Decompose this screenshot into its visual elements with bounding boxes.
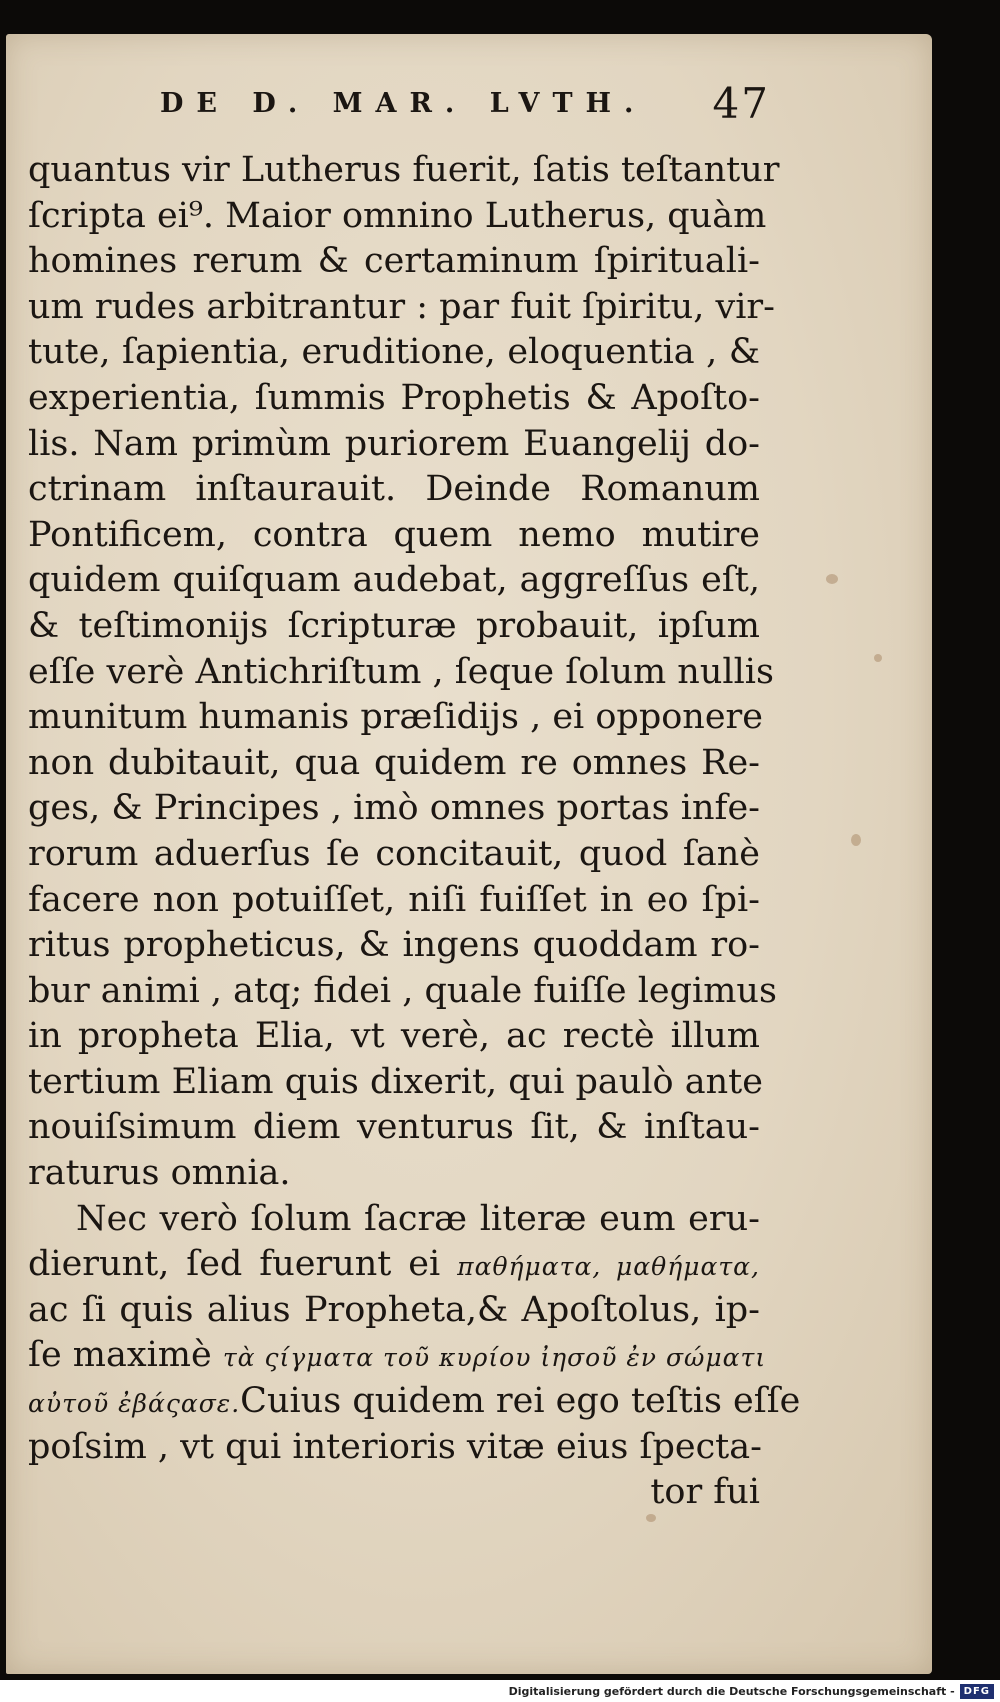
text-line: eſſe verè Antichriſtum , ſeque ſolum nullis: [28, 651, 774, 692]
text-line: homines rerum & certaminum ſpirituali-: [28, 241, 760, 282]
text-line: facere non potuiſſet, niſi fuiſſet in eo ſpi-: [28, 879, 760, 920]
text-line: non dubitauit, qua quidem re omnes Re-: [28, 742, 760, 783]
text-line: quidem quiſquam audebat, aggreſſus eſt,: [28, 560, 760, 601]
text-line: ctrinam inſtaurauit. Deinde Romanum: [28, 469, 760, 510]
text-line: ritus propheticus, & ingens quoddam ro-: [28, 925, 760, 966]
text-line: ges, & Principes , imò omnes portas infe-: [28, 788, 760, 829]
text-line: tute, ſapientia, eruditione, eloquentia , &: [28, 332, 760, 373]
funding-notice: Digitalisierung gefördert durch die Deutsche Forschungsgemeinschaft -: [508, 1684, 955, 1698]
paragraph-2-line: poſsim , vt qui interioris vitæ eius ſpecta-: [28, 1426, 762, 1467]
text-line: in propheta Elia, vt verè, ac rectè illum: [28, 1016, 760, 1057]
text-line: um rudes arbitrantur : par fuit ſpiritu, vir-: [28, 286, 775, 327]
catchword: tor fui: [650, 1472, 760, 1513]
page-number: 47: [712, 78, 770, 128]
text-line: tertium Eliam quis dixerit, qui paulò ante: [28, 1061, 763, 1102]
text-line: nouiſsimum diem venturus ſit, & inſtau-: [28, 1107, 760, 1148]
text-line: Pontificem, contra quem nemo mutire: [28, 514, 760, 555]
text-line: experientia, ſummis Prophetis & Apoſto-: [28, 377, 760, 418]
text-line: ſcripta ei⁹. Maior omnino Lutherus, quàm: [28, 195, 767, 236]
paragraph-2-line: [28, 1379, 801, 1425]
page-header: [160, 68, 770, 138]
text-line: quantus vir Lutherus fuerit, ſatis teſtantur: [28, 150, 780, 190]
dfg-logo: DFG: [960, 1684, 994, 1699]
text-line: bur animi , atq; fidei , quale fuiſſe legimus: [28, 970, 777, 1011]
running-head: DE D. MAR. LVTH.: [160, 87, 647, 119]
stain-spot: [826, 574, 838, 584]
paragraph-2-line: Nec verò ſolum ſacræ literæ eum eru-: [76, 1198, 760, 1239]
text-line: munitum humanis præſidijs , ei opponere: [28, 697, 763, 738]
latin-text: ſe maximè: [28, 1335, 212, 1376]
paragraph-2-line: ac ſi quis alius Propheta,& Apoſtolus, ip-: [28, 1289, 760, 1330]
greek-text: παθήματα, μαθήματα,: [457, 1252, 760, 1282]
text-line: rorum aduerſus ſe concitauit, quod ſanè: [28, 833, 760, 874]
text-line: raturus omnia.: [28, 1153, 291, 1194]
body-text: [28, 148, 801, 1516]
text-line: & teſtimonijs ſcripturæ probauit, ipſum: [28, 605, 760, 646]
paragraph-2-line: [28, 1333, 767, 1379]
latin-text: Cuius quidem rei ego teſtis eſſe: [240, 1381, 801, 1422]
stain-spot: [874, 654, 882, 662]
greek-text: αὐτοῦ ἐβάςασε.: [28, 1389, 241, 1419]
footer-bar: [0, 1680, 1000, 1702]
paragraph-2-line: [28, 1242, 760, 1288]
stain-spot: [851, 834, 861, 846]
text-line: lis. Nam primùm puriorem Euangelij do-: [28, 423, 760, 464]
greek-text: τὰ ςίγματα τοῦ κυρίου ἰησοῦ ἐν σώματι: [222, 1343, 767, 1373]
latin-text: dierunt, ſed fuerunt ei: [28, 1244, 441, 1285]
